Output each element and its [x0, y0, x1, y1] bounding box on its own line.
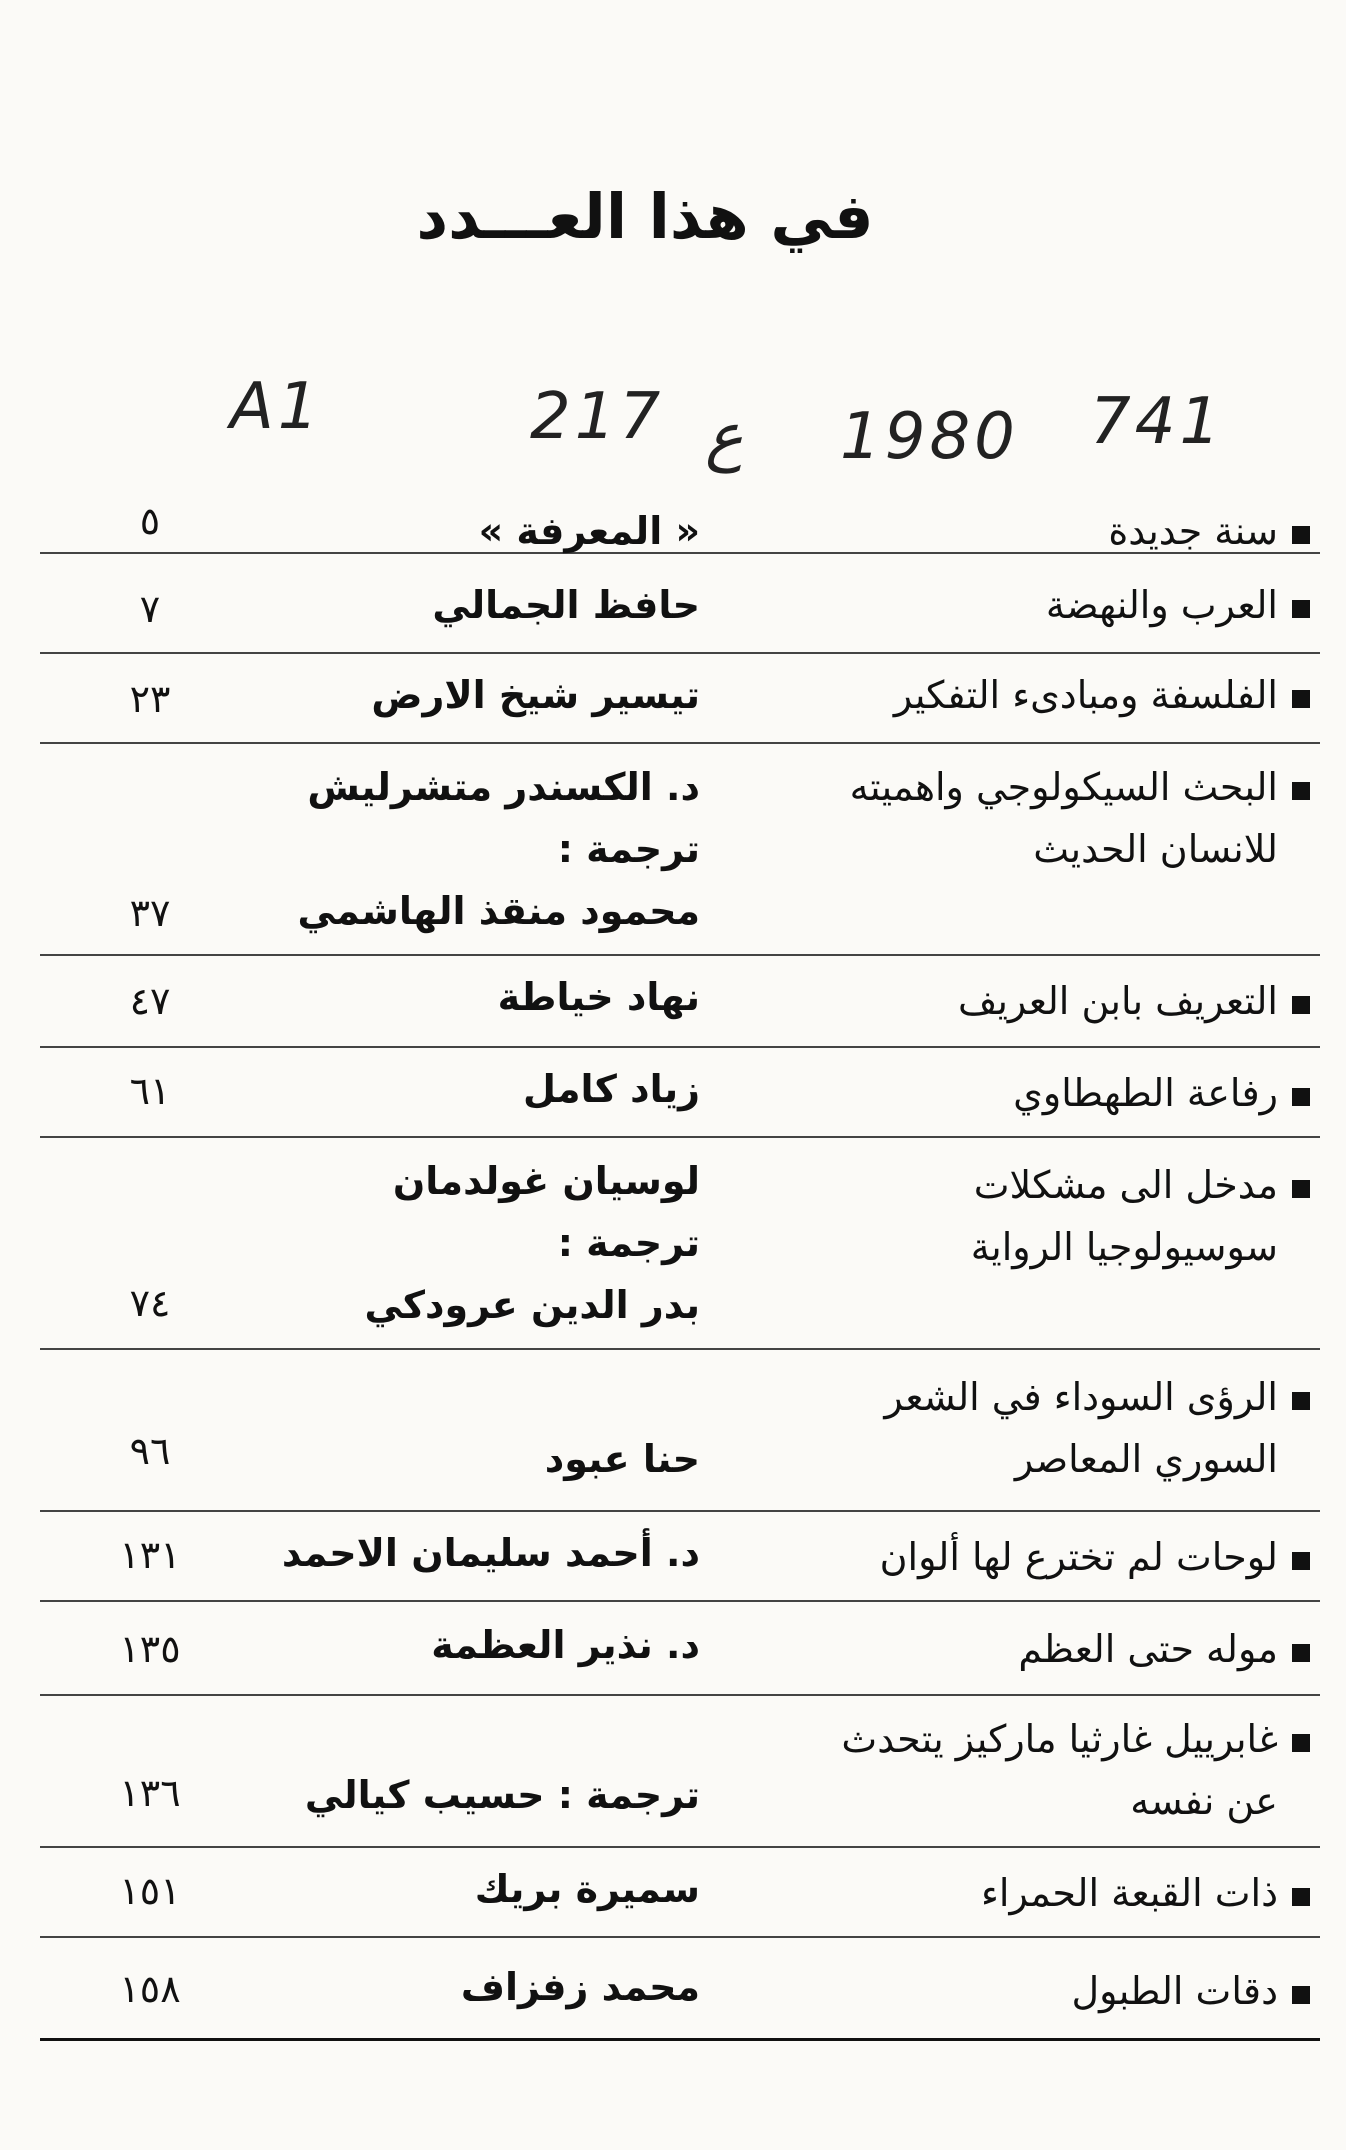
toc-entry-title: لوحات لم تخترع لها ألوان [879, 1535, 1278, 1579]
toc-entry-title: الرؤى السوداء في الشعر السوري المعاصر [884, 1375, 1278, 1481]
bullet-icon [1292, 690, 1310, 708]
toc-entry-author: د. نذير العظمة [431, 1623, 700, 1667]
handwritten-note [230, 360, 1230, 500]
toc-entry-title: موله حتى العظم [1018, 1627, 1278, 1671]
toc-entry [40, 1696, 1320, 1848]
toc-entry-author: د. أحمد سليمان الاحمد [281, 1531, 700, 1575]
toc-entry-title: التعريف بابن العريف [958, 979, 1278, 1023]
toc-entry [40, 1350, 1320, 1512]
toc-entry-page: ١٣١ [119, 1533, 181, 1577]
bullet-icon [1292, 600, 1310, 618]
bullet-icon [1292, 1888, 1310, 1906]
bullet-icon [1292, 1088, 1310, 1106]
toc-entry-author: حنا عبود [544, 1437, 700, 1481]
toc-entry-page: ٦١ [129, 1069, 171, 1113]
toc-entry [40, 554, 1320, 654]
page-title: في هذا العـــدد [416, 180, 874, 253]
toc-entry [40, 1938, 1320, 2041]
toc-entry-page: ١٥١ [119, 1869, 181, 1913]
toc-entry-page: ٩٦ [129, 1429, 171, 1473]
handwritten-code-3: ع [705, 400, 744, 474]
toc-entry [40, 1048, 1320, 1138]
toc-entry-author: تيسير شيخ الارض [371, 673, 700, 717]
toc-entry-title: سنة جديدة [1108, 509, 1278, 553]
toc-entry-page: ٢٣ [129, 677, 171, 721]
toc-entry-title: البحث السيكولوجي واهميته للانسان الحديث [849, 765, 1278, 871]
toc-entry-page: ٧ [139, 587, 161, 631]
toc-entry-title: الفلسفة ومبادىء التفكير [893, 673, 1278, 717]
toc-entry-page: ١٣٥ [119, 1627, 181, 1671]
toc-entry-page: ٥ [139, 499, 161, 543]
bullet-icon [1292, 1552, 1310, 1570]
toc-entry [40, 654, 1320, 744]
bullet-icon [1292, 1734, 1310, 1752]
handwritten-year: 1980 [840, 400, 1019, 474]
toc-entry [40, 1512, 1320, 1602]
bullet-icon [1292, 1986, 1310, 2004]
toc-entry [40, 744, 1320, 956]
toc-entry-author: نهاد خياطة [497, 975, 700, 1019]
toc-entry-title: رفاعة الطهطاوي [1013, 1071, 1278, 1115]
toc-entry-author: د. الكسندر متشرليش ترجمة : محمود منقذ الهاشمي [297, 765, 700, 933]
bullet-icon [1292, 1180, 1310, 1198]
toc-entry-author: « المعرفة » [478, 509, 700, 553]
toc-entry-author: زياد كامل [523, 1067, 700, 1111]
toc-entry-page: ٤٧ [129, 979, 171, 1023]
toc-entry-title: ذات القبعة الحمراء [981, 1871, 1278, 1915]
toc-entry-author: لوسيان غولدمان ترجمة : بدر الدين عرودكي [364, 1159, 700, 1327]
toc-entry-page: ٧٤ [129, 1281, 171, 1325]
toc-entry-title: العرب والنهضة [1045, 583, 1278, 627]
toc-entry-page: ٣٧ [129, 891, 171, 935]
toc-entry-author: محمد زفزاف [460, 1965, 700, 2009]
toc-entry [40, 1848, 1320, 1938]
table-of-contents [40, 500, 1320, 2041]
bullet-icon [1292, 996, 1310, 1014]
toc-entry-title: مدخل الى مشكلات سوسيولوجيا الرواية [970, 1163, 1278, 1269]
bullet-icon [1292, 526, 1310, 544]
toc-entry [40, 1138, 1320, 1350]
toc-entry-page: ١٣٦ [119, 1771, 181, 1815]
toc-entry-author: حافظ الجمالي [432, 583, 700, 627]
toc-entry [40, 956, 1320, 1048]
toc-entry [40, 1602, 1320, 1696]
toc-entry-author: سميرة بريك [474, 1867, 700, 1911]
bullet-icon [1292, 1644, 1310, 1662]
toc-entry [40, 500, 1320, 554]
handwritten-code-4: 741 [1090, 385, 1225, 459]
handwritten-code-2: 217 [530, 380, 665, 454]
handwritten-code-1: A1 [230, 370, 323, 444]
toc-entry-title: دقات الطبول [1071, 1969, 1278, 2013]
bullet-icon [1292, 782, 1310, 800]
toc-entry-page: ١٥٨ [119, 1967, 181, 2011]
toc-entry-title: غابرييل غارثيا ماركيز يتحدث عن نفسه [841, 1717, 1278, 1823]
toc-entry-author: ترجمة : حسيب كيالي [304, 1773, 700, 1817]
bullet-icon [1292, 1392, 1310, 1410]
